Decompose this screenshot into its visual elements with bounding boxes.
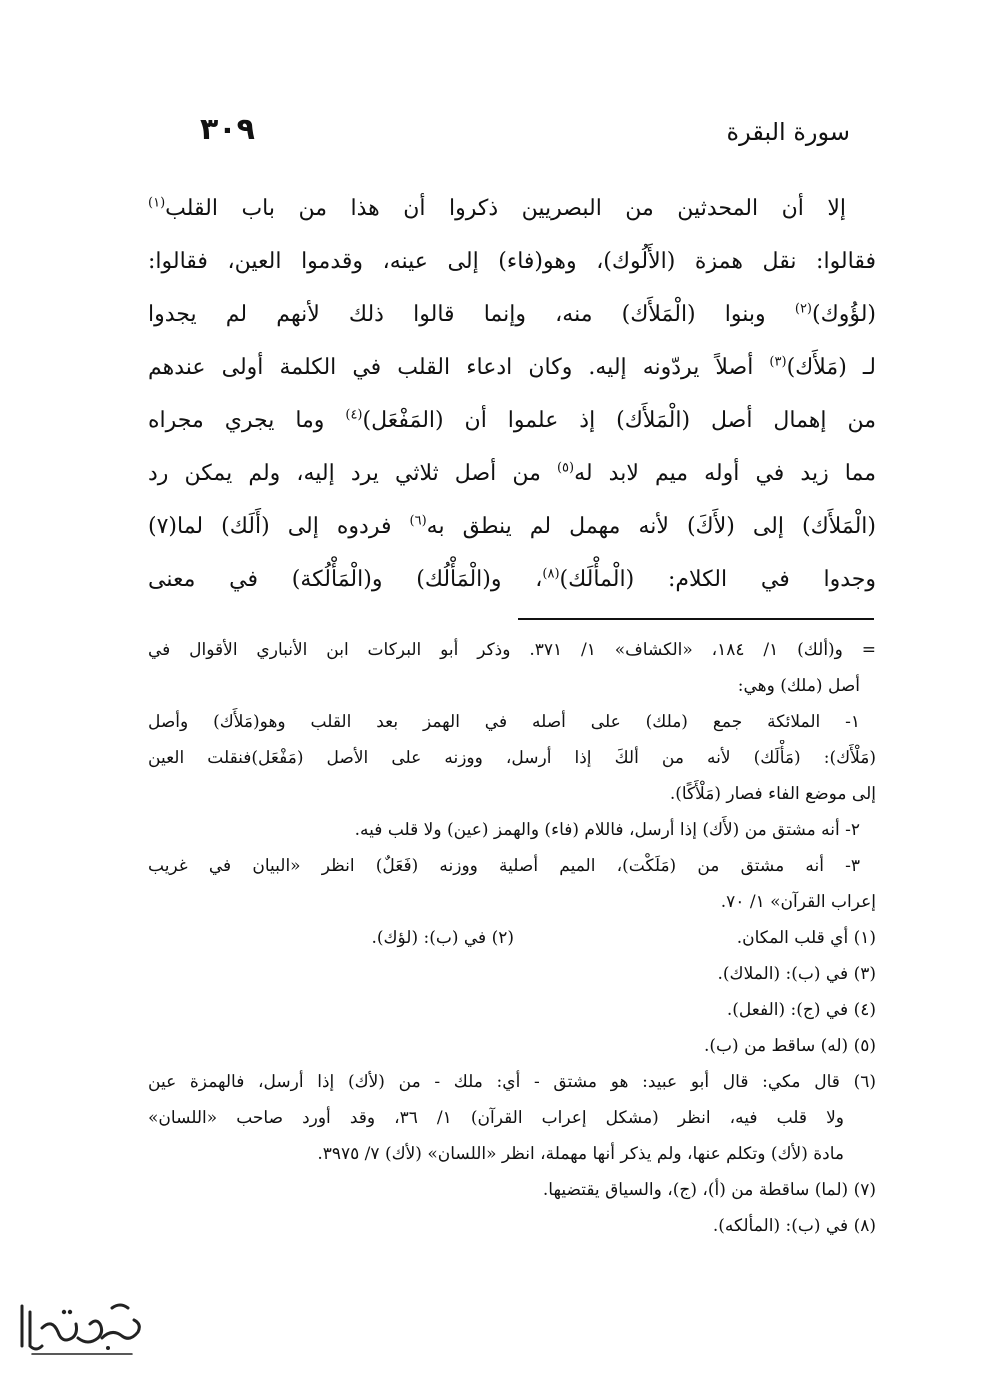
footnote-2: (٢) في (ب): (لؤك). bbox=[371, 928, 514, 948]
main-line: وجدوا في الكلام: (الْمأْلَك)$^{(٨)}$، و(الْمَأْلُك) و(الْمَأْلُكة) في معنى bbox=[148, 566, 876, 592]
surah-title: سورة البقرة bbox=[726, 118, 850, 146]
page-header bbox=[200, 112, 850, 162]
footnote-continuation-line: ١- الملائكة جمع (ملك) على أصله في الهمز بعد القلب وهو(مَلأَك) وأصل bbox=[148, 712, 860, 732]
al-mostafa-logo bbox=[12, 1298, 152, 1360]
footnote-continuation-line: ٢- أنه مشتق من (لأَك) إذا أرسل، فاللام (فاء) والهمز (عين) ولا قلب فيه. bbox=[354, 820, 860, 840]
main-line: (الْمَلأَك) إلى (لأَكَ) لأنه مهمل لم ينطق به$^{(٦)}$ فردوه إلى (أَلَك) لما(٧) bbox=[148, 513, 876, 539]
footnote-separator bbox=[518, 618, 874, 620]
footnote-5: (٥) (له) ساقط من (ب). bbox=[704, 1036, 876, 1056]
footnote-4: (٤) في (ج): (الفعل). bbox=[726, 1000, 876, 1020]
logo-stroke bbox=[42, 1324, 77, 1340]
main-line: إلا أن المحدثين من البصريين ذكروا أن هذا من باب القلب$^{(١)}$ bbox=[148, 195, 846, 221]
footnote-continuation-line: إلى موضع الفاء فصار (مَلْأَكًا). bbox=[669, 784, 876, 804]
main-line: (لؤُوك)$^{(٢)}$ وبنوا (الْمَلأَك) منه، وإنما قالوا ذلك لأنهم لم يجدوا bbox=[148, 301, 876, 327]
main-line: فقالوا: نقل همزة (الأَلُوك)، وهو(فاء) إلى عينه، وقدموا العين، فقالوا: bbox=[148, 249, 876, 274]
footnote-1: (١) أي قلب المكان. bbox=[736, 928, 876, 948]
logo-stroke bbox=[78, 1321, 102, 1342]
footnote-continuation-line: أصل (ملك) وهي: bbox=[737, 676, 860, 696]
footnote-6-line: ولا قلب فيه، انظر (مشكل إعراب القرآن) ١/ ٣٦، وقد أورد صاحب «اللسان» bbox=[148, 1108, 844, 1128]
footnote-6-line: (٦) قال مكي: قال أبو عبيد: هو مشتق - أي: ملك - من (لأك) إذا أرسل، فالهمزة عين bbox=[148, 1072, 876, 1092]
main-line: مما زيد في أوله ميم لابد له$^{(٥)}$ من أصل ثلاثي يرد إليه، ولم يمكن رد bbox=[148, 460, 876, 486]
logo-stroke bbox=[112, 1305, 128, 1308]
footnote-3: (٣) في (ب): (الملاك). bbox=[717, 964, 876, 984]
footnote-continuation-line: = و(ألك) ١/ ١٨٤، «الكشاف» ١/ ٣٧١. وذكر أبو البركات ابن الأنباري الأقوال في bbox=[148, 640, 876, 660]
main-line: لـ (مَلأَك)$^{(٣)}$ أصلاً يردّونه إليه. وكان ادعاء القلب في الكلمة أولى عندهم bbox=[148, 354, 876, 380]
footnote-8: (٨) في (ب): (المألكه). bbox=[712, 1216, 876, 1236]
footnote-row bbox=[148, 920, 876, 956]
footnote-6-line: مادة (لأك) وتكلم عنها، ولم يذكر أنها مهملة، انظر «اللسان» (لأك) ٧/ ٣٩٧٥. bbox=[317, 1144, 844, 1164]
footnote-continuation-line: ٣- أنه مشتق من (مَلَكْت)، الميم أصلية ووزنه (فَعَلٌ) انظر «البيان في غريب bbox=[148, 856, 860, 876]
footnote-continuation-line: (مَلْأَك): (مَأْلَك) لأنه من ألكَ إذا أرسل، ووزنه على الأصل (مَفْعَل)فنقلت العين bbox=[148, 748, 876, 768]
footnote-continuation-line: إعراب القرآن» ١/ ٧٠. bbox=[720, 892, 876, 912]
logo-stroke bbox=[102, 1320, 139, 1338]
footnotes bbox=[148, 632, 876, 1244]
footnote-7: (٧) (لما) ساقطة من (أ)، (ج)، والسياق يقتضيها. bbox=[542, 1180, 876, 1200]
main-line: من إهمال أصل (الْمَلأَك) إذ علموا أن (المَفْعَل)$^{(٤)}$ وما يجري مجراه bbox=[148, 407, 876, 433]
page-number: ٣٠٩ bbox=[200, 112, 255, 147]
logo-stroke bbox=[30, 1312, 42, 1349]
main-text bbox=[148, 182, 876, 606]
